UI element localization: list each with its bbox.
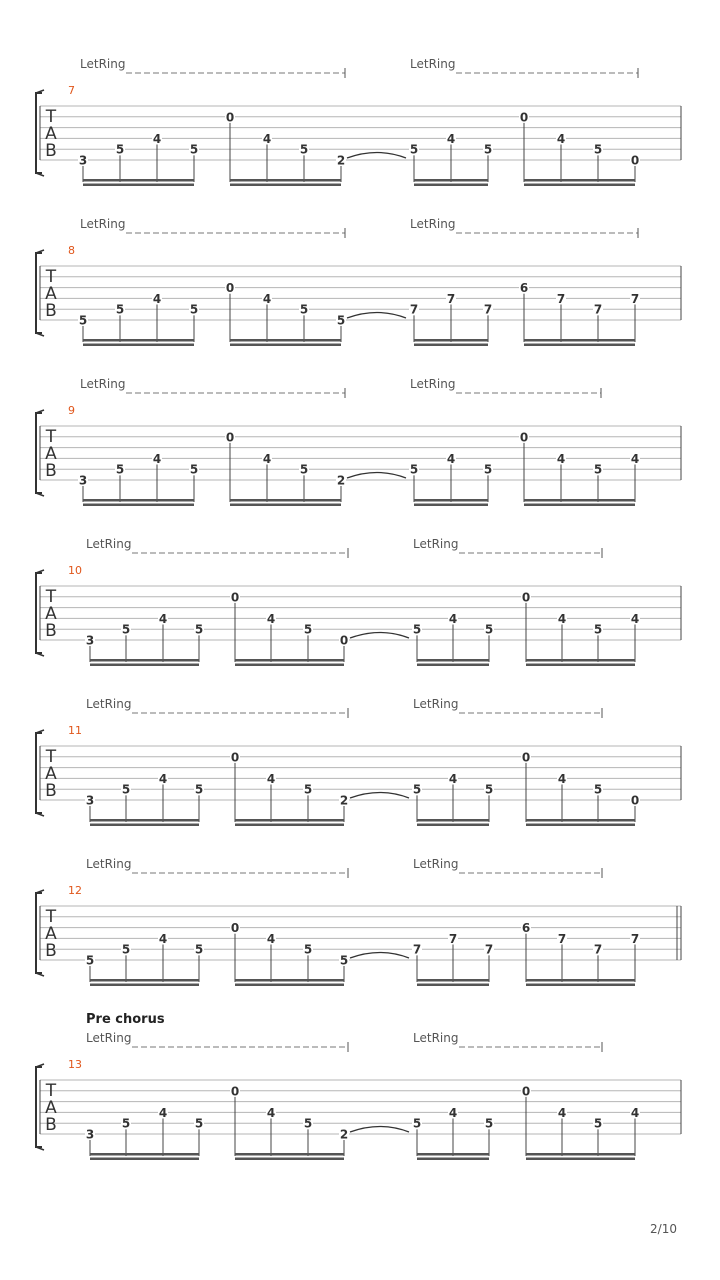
- fret-number: 0: [230, 921, 240, 936]
- system-bracket: [36, 893, 42, 973]
- beam: [230, 504, 341, 507]
- fret-number: 4: [152, 291, 162, 306]
- fret-number: 5: [189, 462, 199, 477]
- fret-number: 0: [230, 750, 240, 765]
- beam: [230, 179, 341, 182]
- beam: [235, 984, 344, 987]
- fret-number: 4: [556, 451, 566, 466]
- fret-number: 4: [158, 931, 168, 946]
- tab-clef-letter-a: A: [45, 124, 57, 144]
- fret-number: 7: [483, 302, 493, 317]
- fret-number: 5: [78, 313, 88, 328]
- beam: [417, 664, 489, 667]
- letring-label: LetRing: [86, 857, 132, 871]
- tab-clef-letter-a: A: [45, 604, 57, 624]
- fret-number: 4: [266, 931, 276, 946]
- tab-clef-letter-t: T: [45, 267, 57, 287]
- fret-number: 5: [339, 953, 349, 968]
- beam: [414, 179, 488, 182]
- fret-number: 7: [630, 291, 640, 306]
- beam: [414, 344, 488, 347]
- beam: [83, 179, 194, 182]
- fret-number: 2: [339, 1127, 349, 1142]
- fret-number: 5: [194, 942, 204, 957]
- tab-clef-letter-a: A: [45, 1098, 57, 1118]
- fret-number: 5: [409, 142, 419, 157]
- tab-clef-letter-t: T: [45, 747, 57, 767]
- beam: [83, 344, 194, 347]
- beam: [83, 184, 194, 187]
- measure-number: 13: [68, 1058, 82, 1071]
- letring-label: LetRing: [410, 377, 456, 391]
- tab-clef-letter-t: T: [45, 107, 57, 127]
- fret-number: 4: [152, 131, 162, 146]
- tab-clef-letter-t: T: [45, 427, 57, 447]
- letring-label: LetRing: [86, 537, 132, 551]
- beam: [417, 984, 489, 987]
- tab-clef-letter-a: A: [45, 444, 57, 464]
- fret-number: 5: [115, 462, 125, 477]
- beam: [524, 344, 635, 347]
- letring-label: LetRing: [413, 1031, 459, 1045]
- fret-number: 5: [484, 622, 494, 637]
- fret-number: 4: [556, 131, 566, 146]
- fret-number: 5: [303, 622, 313, 637]
- fret-number: 5: [121, 1116, 131, 1131]
- fret-number: 0: [230, 590, 240, 605]
- tie-arc: [350, 1127, 409, 1133]
- measure-number: 8: [68, 244, 75, 257]
- fret-number: 5: [189, 302, 199, 317]
- beam: [417, 659, 489, 662]
- beam: [235, 819, 344, 822]
- fret-number: 5: [593, 1116, 603, 1131]
- fret-number: 5: [121, 782, 131, 797]
- letring-label: LetRing: [86, 1031, 132, 1045]
- fret-number: 5: [593, 622, 603, 637]
- fret-number: 7: [484, 942, 494, 957]
- fret-number: 5: [409, 462, 419, 477]
- fret-number: 5: [593, 782, 603, 797]
- tab-clef-letter-b: B: [45, 461, 57, 481]
- fret-number: 4: [266, 1105, 276, 1120]
- beam: [90, 984, 199, 987]
- fret-number: 4: [446, 451, 456, 466]
- fret-number: 7: [630, 931, 640, 946]
- fret-number: 5: [412, 782, 422, 797]
- beam: [414, 499, 488, 502]
- fret-number: 5: [299, 302, 309, 317]
- measure-number: 12: [68, 884, 82, 897]
- beam: [90, 979, 199, 982]
- fret-number: 5: [484, 782, 494, 797]
- beam: [90, 1158, 199, 1161]
- fret-number: 0: [630, 793, 640, 808]
- fret-number: 6: [519, 281, 529, 296]
- fret-number: 5: [85, 953, 95, 968]
- tab-clef-letter-a: A: [45, 284, 57, 304]
- fret-number: 2: [336, 153, 346, 168]
- fret-number: 3: [85, 793, 95, 808]
- tab-clef-letter-b: B: [45, 941, 57, 961]
- fret-number: 7: [448, 931, 458, 946]
- tie-arc: [347, 473, 406, 479]
- tab-clef-letter-a: A: [45, 924, 57, 944]
- fret-number: 5: [412, 1116, 422, 1131]
- beam: [417, 979, 489, 982]
- fret-number: 4: [158, 611, 168, 626]
- tab-clef-letter-a: A: [45, 764, 57, 784]
- beam: [417, 819, 489, 822]
- letring-label: LetRing: [410, 57, 456, 71]
- fret-number: 5: [194, 622, 204, 637]
- fret-number: 5: [303, 1116, 313, 1131]
- fret-number: 7: [593, 302, 603, 317]
- beam: [524, 179, 635, 182]
- fret-number: 4: [448, 611, 458, 626]
- tab-clef-letter-b: B: [45, 621, 57, 641]
- page-number: 2/10: [650, 1222, 677, 1236]
- beam: [526, 1158, 635, 1161]
- tab-clef-letter-t: T: [45, 907, 57, 927]
- letring-label: LetRing: [86, 697, 132, 711]
- beam: [417, 824, 489, 827]
- fret-number: 5: [593, 142, 603, 157]
- beam: [524, 499, 635, 502]
- beam: [230, 499, 341, 502]
- fret-number: 4: [266, 771, 276, 786]
- beam: [414, 504, 488, 507]
- fret-number: 5: [336, 313, 346, 328]
- beam: [235, 979, 344, 982]
- fret-number: 5: [483, 462, 493, 477]
- fret-number: 4: [557, 771, 567, 786]
- tie-arc: [350, 793, 409, 799]
- fret-number: 4: [262, 451, 272, 466]
- tie-arc: [347, 153, 406, 159]
- tab-clef-letter-b: B: [45, 301, 57, 321]
- fret-number: 0: [519, 430, 529, 445]
- beam: [526, 659, 635, 662]
- fret-number: 5: [115, 142, 125, 157]
- fret-number: 4: [262, 291, 272, 306]
- beam: [235, 1153, 344, 1156]
- fret-number: 0: [521, 590, 531, 605]
- fret-number: 0: [521, 750, 531, 765]
- beam: [235, 659, 344, 662]
- fret-number: 0: [225, 281, 235, 296]
- fret-number: 5: [412, 622, 422, 637]
- system-bracket: [36, 253, 42, 333]
- letring-label: LetRing: [80, 377, 126, 391]
- fret-number: 0: [519, 110, 529, 125]
- system-bracket: [36, 93, 42, 173]
- fret-number: 5: [121, 942, 131, 957]
- beam: [90, 664, 199, 667]
- fret-number: 0: [630, 153, 640, 168]
- fret-number: 5: [194, 1116, 204, 1131]
- fret-number: 4: [630, 611, 640, 626]
- tie-arc: [347, 313, 406, 319]
- measure-number: 11: [68, 724, 82, 737]
- fret-number: 3: [78, 153, 88, 168]
- beam: [90, 659, 199, 662]
- section-label: Pre chorus: [86, 1012, 165, 1027]
- fret-number: 6: [521, 921, 531, 936]
- fret-number: 4: [266, 611, 276, 626]
- beam: [90, 819, 199, 822]
- fret-number: 5: [115, 302, 125, 317]
- fret-number: 4: [262, 131, 272, 146]
- beam: [526, 824, 635, 827]
- letring-label: LetRing: [80, 217, 126, 231]
- beam: [230, 344, 341, 347]
- fret-number: 4: [630, 1105, 640, 1120]
- beam: [526, 1153, 635, 1156]
- tab-clef-letter-t: T: [45, 1081, 57, 1101]
- tie-arc: [350, 633, 409, 639]
- tab-clef-letter-b: B: [45, 781, 57, 801]
- fret-number: 5: [194, 782, 204, 797]
- letring-label: LetRing: [413, 857, 459, 871]
- fret-number: 2: [336, 473, 346, 488]
- fret-number: 4: [158, 1105, 168, 1120]
- beam: [526, 984, 635, 987]
- beam: [414, 339, 488, 342]
- beam: [83, 339, 194, 342]
- fret-number: 0: [225, 110, 235, 125]
- fret-number: 2: [339, 793, 349, 808]
- beam: [230, 339, 341, 342]
- beam: [90, 824, 199, 827]
- fret-number: 5: [484, 1116, 494, 1131]
- beam: [524, 184, 635, 187]
- system-bracket: [36, 733, 42, 813]
- fret-number: 3: [85, 1127, 95, 1142]
- fret-number: 5: [303, 942, 313, 957]
- fret-number: 4: [557, 611, 567, 626]
- measure-number: 10: [68, 564, 82, 577]
- beam: [417, 1153, 489, 1156]
- tab-clef-letter-b: B: [45, 1115, 57, 1135]
- beam: [526, 819, 635, 822]
- beam: [417, 1158, 489, 1161]
- beam: [83, 504, 194, 507]
- fret-number: 7: [556, 291, 566, 306]
- fret-number: 5: [121, 622, 131, 637]
- letring-label: LetRing: [413, 537, 459, 551]
- beam: [526, 664, 635, 667]
- letring-label: LetRing: [80, 57, 126, 71]
- beam: [414, 184, 488, 187]
- fret-number: 4: [158, 771, 168, 786]
- fret-number: 7: [446, 291, 456, 306]
- beam: [524, 339, 635, 342]
- beam: [235, 824, 344, 827]
- fret-number: 3: [78, 473, 88, 488]
- fret-number: 7: [409, 302, 419, 317]
- beam: [83, 499, 194, 502]
- system-bracket: [36, 413, 42, 493]
- fret-number: 4: [448, 1105, 458, 1120]
- fret-number: 5: [303, 782, 313, 797]
- beam: [230, 184, 341, 187]
- beam: [235, 664, 344, 667]
- fret-number: 5: [189, 142, 199, 157]
- fret-number: 7: [593, 942, 603, 957]
- fret-number: 7: [557, 931, 567, 946]
- letring-label: LetRing: [410, 217, 456, 231]
- fret-number: 3: [85, 633, 95, 648]
- fret-number: 4: [557, 1105, 567, 1120]
- fret-number: 4: [448, 771, 458, 786]
- fret-number: 4: [446, 131, 456, 146]
- fret-number: 5: [593, 462, 603, 477]
- tab-clef-letter-b: B: [45, 141, 57, 161]
- letring-label: LetRing: [413, 697, 459, 711]
- fret-number: 0: [225, 430, 235, 445]
- fret-number: 4: [630, 451, 640, 466]
- system-bracket: [36, 573, 42, 653]
- fret-number: 0: [339, 633, 349, 648]
- fret-number: 4: [152, 451, 162, 466]
- beam: [524, 504, 635, 507]
- beam: [526, 979, 635, 982]
- fret-number: 0: [521, 1084, 531, 1099]
- measure-number: 9: [68, 404, 75, 417]
- fret-number: 5: [299, 142, 309, 157]
- beam: [235, 1158, 344, 1161]
- measure-number: 7: [68, 84, 75, 97]
- fret-number: 0: [230, 1084, 240, 1099]
- fret-number: 5: [299, 462, 309, 477]
- tab-clef-letter-t: T: [45, 587, 57, 607]
- fret-number: 5: [483, 142, 493, 157]
- fret-number: 7: [412, 942, 422, 957]
- tie-arc: [350, 953, 409, 959]
- beam: [90, 1153, 199, 1156]
- system-bracket: [36, 1067, 42, 1147]
